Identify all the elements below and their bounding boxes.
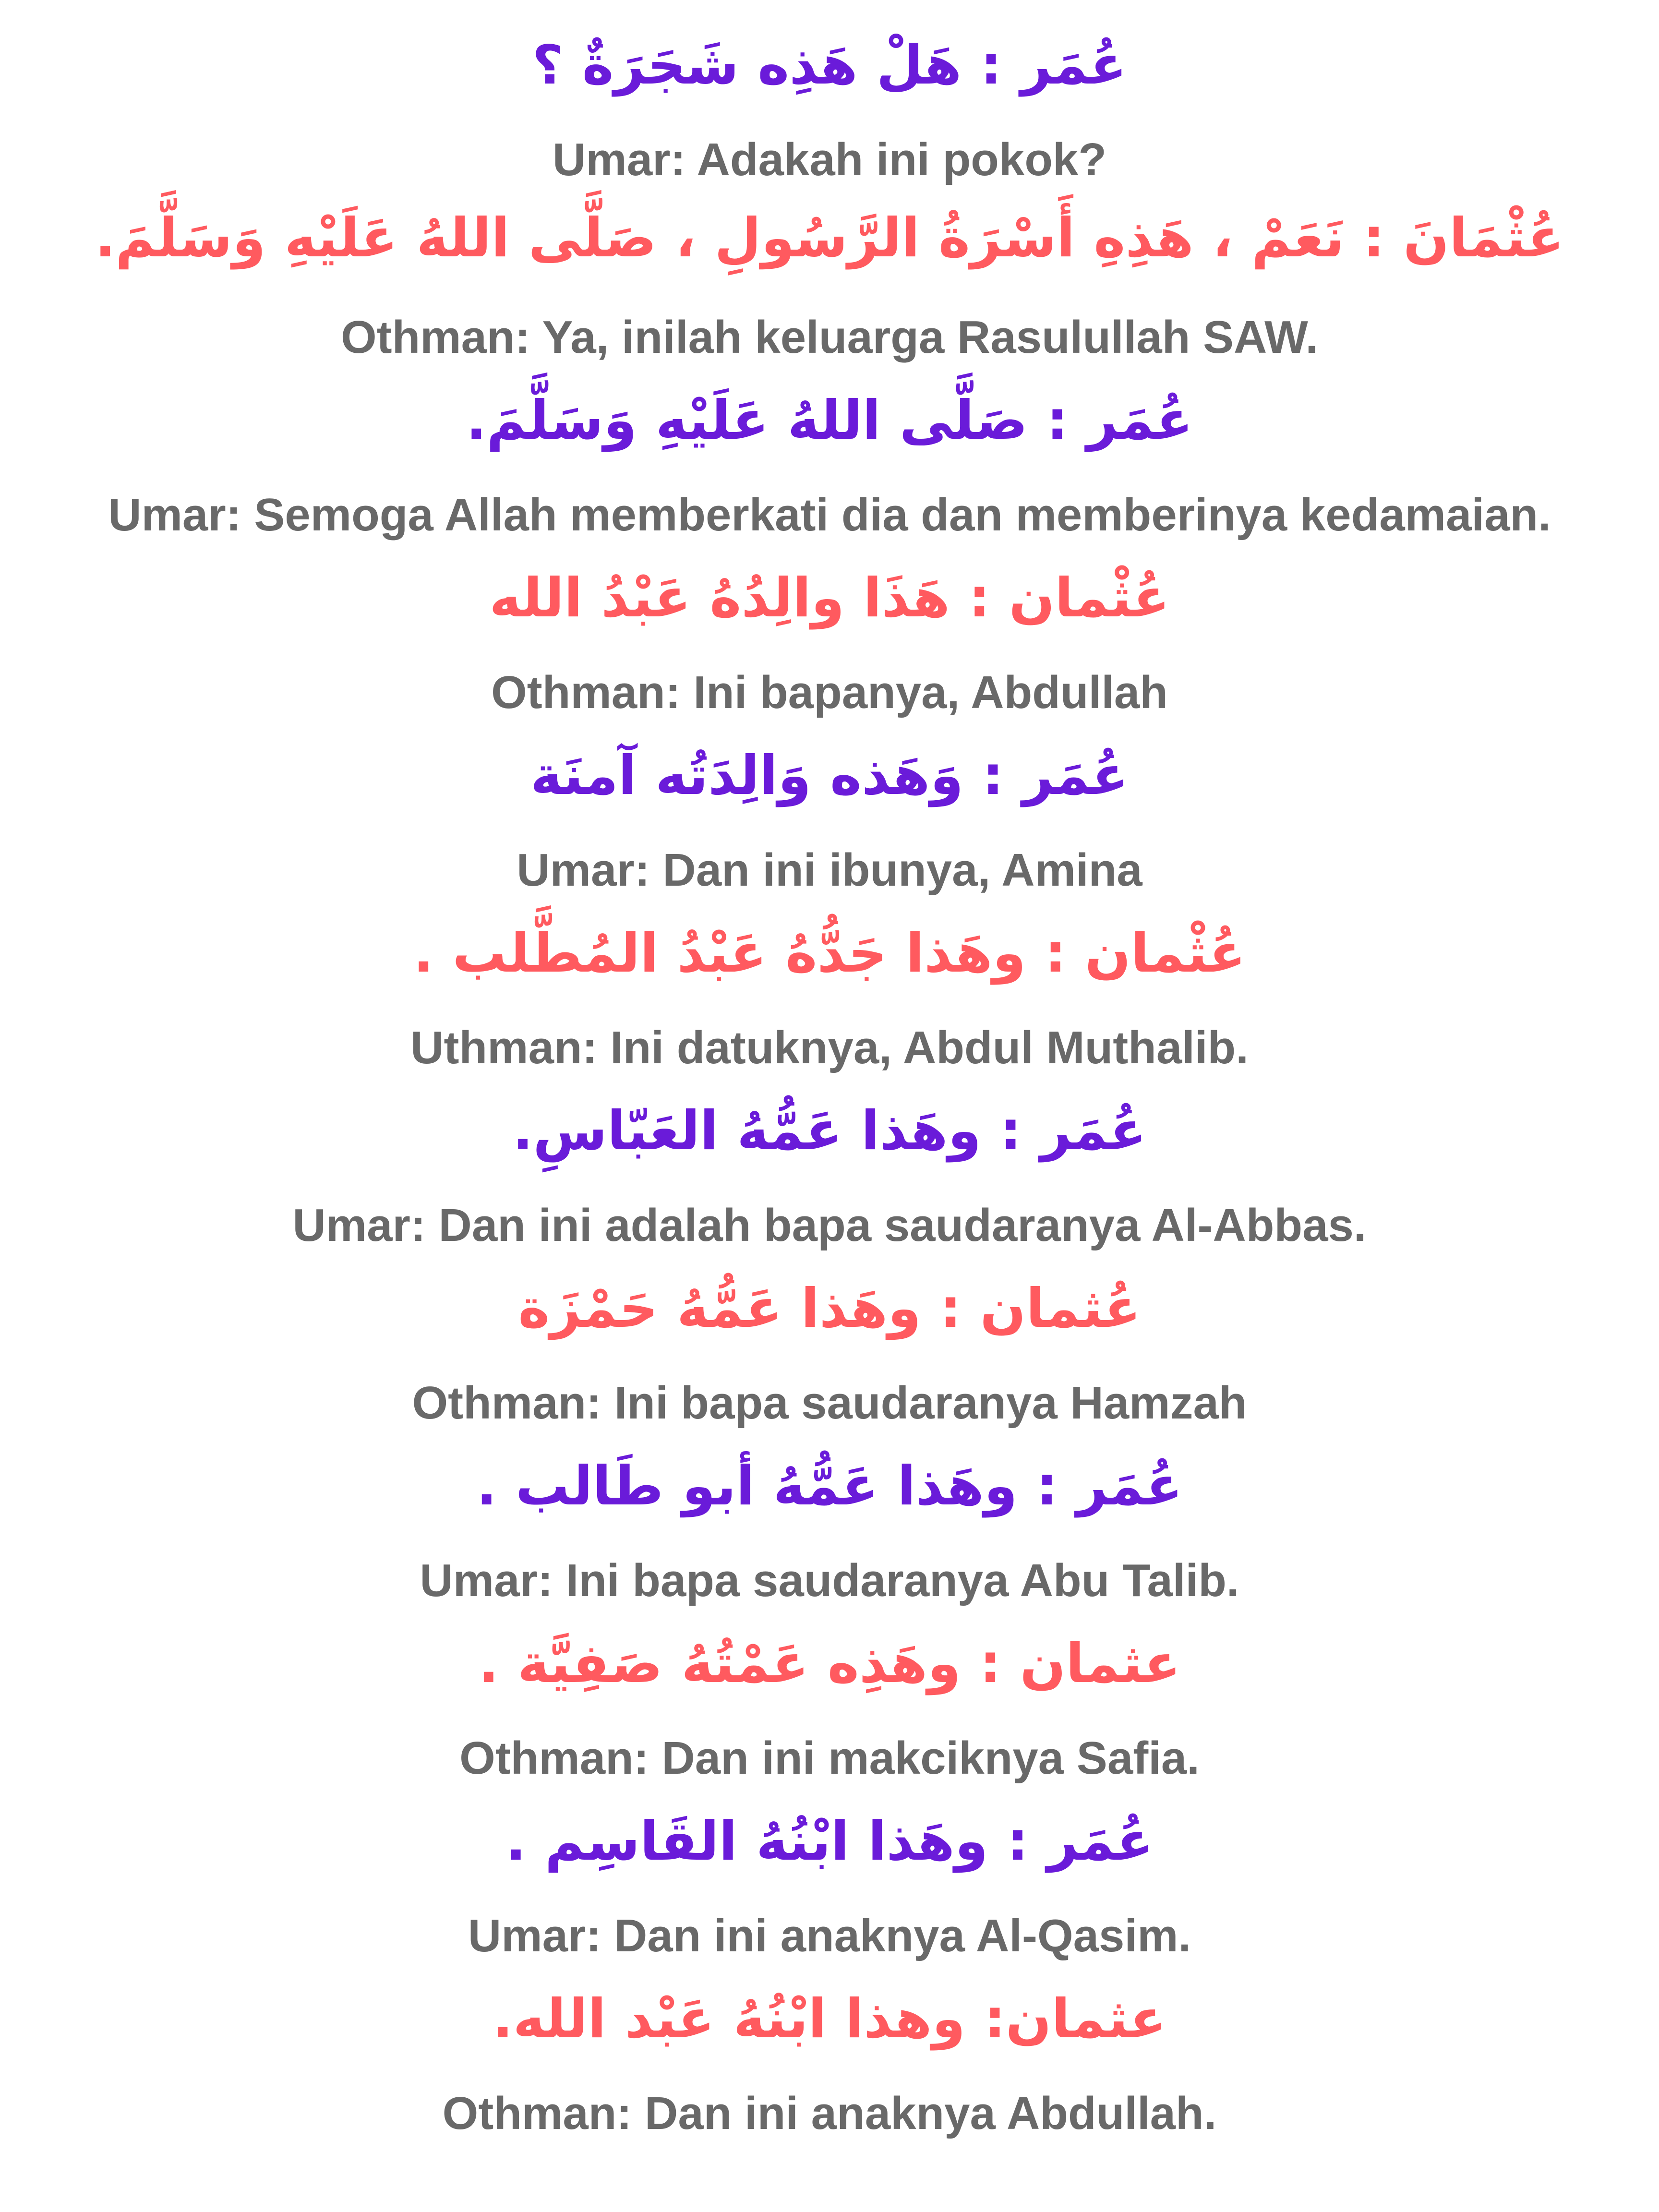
arabic-line-umar: عُمَر : صَلَّى اللهُ عَلَيْهِ وَسَلَّمَ. [466, 389, 1193, 452]
arabic-line-othman: عثمان: وهذا ابْنُهُ عَبْد الله. [493, 1988, 1166, 2050]
arabic-line-othman: عُثْمان : وهَذا جَدُّهُ عَبْدُ المُطَّلب . [413, 922, 1246, 985]
arabic-line-othman: عُثمان : وهَذا عَمُّهُ حَمْزَة [518, 1277, 1141, 1340]
arabic-line-umar: عُمَر : وَهَذه وَالِدَتُه آمنَة [530, 745, 1129, 807]
malay-translation-line: Othman: Ini bapa saudaranya Hamzah [412, 1377, 1247, 1429]
malay-translation-line: Othman: Ya, inilah keluarga Rasulullah SAW. [340, 312, 1319, 363]
malay-translation-line: Umar: Semoga Allah memberkati dia dan memberinya kedamaian. [108, 489, 1551, 541]
malay-translation-line: Othman: Ini bapanya, Abdullah [491, 667, 1168, 718]
malay-translation-line: Uthman: Ini datuknya, Abdul Muthalib. [410, 1022, 1249, 1073]
malay-translation-line: Umar: Dan ini anaknya Al-Qasim. [468, 1910, 1191, 1961]
arabic-line-umar: عُمَر : وهَذا عَمُّهُ أبو طَالب . [476, 1455, 1183, 1517]
arabic-line-umar: عُمَر : وهَذا ابْنُهُ القَاسِم . [505, 1810, 1154, 1873]
arabic-line-umar: عُمَر : وهَذا عَمُّهُ العَبّاسِ. [512, 1100, 1147, 1162]
malay-translation-line: Othman: Dan ini anaknya Abdullah. [442, 2088, 1217, 2139]
malay-translation-line: Othman: Dan ini makciknya Safia. [459, 1732, 1200, 1784]
arabic-line-othman: عُثْمان : هَذَا والِدُهُ عَبْدُ الله [489, 567, 1170, 629]
malay-translation-line: Umar: Adakah ini pokok? [553, 134, 1106, 185]
malay-translation-line: Umar: Dan ini ibunya, Amina [517, 844, 1142, 896]
arabic-line-umar: عُمَر : هَلْ هَذِه شَجَرَةٌ ؟ [532, 34, 1127, 96]
malay-translation-line: Umar: Ini bapa saudaranya Abu Talib. [420, 1555, 1239, 1606]
arabic-line-othman: عُثْمَانَ : نَعَمْ ، هَذِهِ أَسْرَةُ الرَّسُولِ ، صَلَّى اللهُ عَلَيْهِ وَسَلَّمَ. [95, 207, 1564, 269]
arabic-line-othman: عثمان : وهَذِه عَمْتُهُ صَفِيَّة . [478, 1633, 1181, 1695]
malay-translation-line: Umar: Dan ini adalah bapa saudaranya Al-Abbas. [292, 1200, 1367, 1251]
